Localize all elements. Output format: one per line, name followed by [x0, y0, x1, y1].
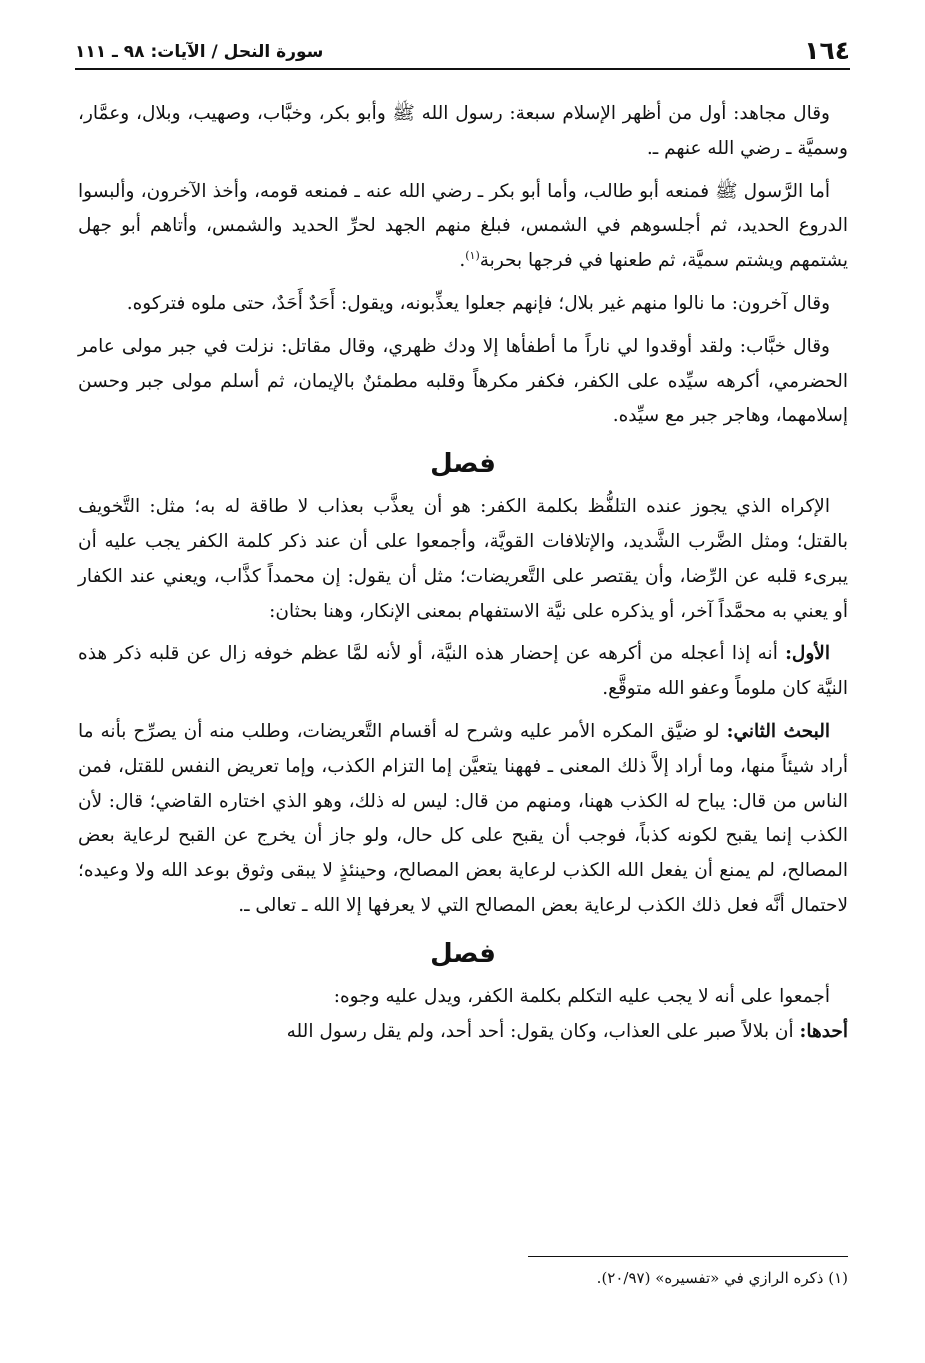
section-heading: فصل: [430, 938, 496, 969]
paragraph: [78, 715, 848, 924]
paragraph-text: وقال خبَّاب: ولقد أوقدوا لي ناراً ما أطفأها إلا ودك ظهري، وقال مقاتل: نزلت في جبر مولى عامر الحضرمي، أكرهه سيِّده على الكفر، فكفر مكرهاً وقلبه مطمئنٌ بالإيمان، ثم أسلم مولى جبر وحسن إسلامهما، وهاجر جبر مع سيِّده.: [78, 335, 848, 427]
page-number: ١٦٤: [804, 36, 850, 65]
paragraph-text: لو ضيَّق المكره الأمر عليه وشرح له أقسام التَّعريضات، وطلب منه أن يصرِّح بأنه ما أراد شيئاً منها، وما أراد إلاَّ ذلك المعنى ـ فههنا يتعيَّن إما التزام الكذب، وإما تعريض النفس للقتل، فمن الناس من قال: يباح له الكذب ههنا، ومنهم من قال: ليس له ذلك، وهو الذي اختاره القاضي؛ قال: لأن الكذب إنما يقبح لكونه كذباً، فوجب أن يقبح على كل حال، ولو جاز أن يخرج عن القبح لرعاية بعض المصالح، لم يمنع أن يفعل الله الكذب لرعاية بعض المصالح، وحينئذٍ لا يبقى وثوق بوعد الله ولا وعيده؛ لاحتمال أنَّه فعل ذلك الكذب لرعاية بعض المصالح التي لا يعرفها إلا الله ـ تعالى ـ.: [78, 720, 848, 916]
header-rule: [75, 68, 850, 70]
page-header: [75, 32, 850, 66]
paragraph: [78, 980, 848, 1015]
footnote-rule: [528, 1256, 848, 1257]
footnote-marker[interactable]: (١): [465, 249, 480, 263]
paragraph: [78, 330, 848, 434]
running-title: سورة النحل / الآيات: ٩٨ ـ ١١١: [75, 42, 324, 62]
paragraph-text: أن بلالاً صبر على العذاب، وكان يقول: أحد أحد، ولم يقل رسول الله: [286, 1020, 794, 1042]
paragraph-lead: أحدها:: [799, 1020, 848, 1042]
paragraph: [78, 490, 848, 629]
paragraph: [78, 637, 848, 707]
main-text: [78, 97, 848, 1057]
paragraph-lead: البحث الثاني:: [726, 720, 830, 742]
paragraph-text: أنه إذا أعجله من أكرهه عن إحضار هذه النيَّة، أو لأنه لمَّا عظم خوفه زال عن قلبه ذكر هذه النيَّة كان ملوماً وعفو الله متوقَّع.: [78, 643, 848, 700]
paragraph-text: وقال آخرون: ما نالوا منهم غير بلال؛ فإنهم جعلوا يعذِّبونه، ويقول: أَحَدٌ أَحَدٌ، حتى ملوه فتركوه.: [126, 292, 830, 314]
paragraph-text: وقال مجاهد: أول من أظهر الإسلام سبعة: رسول الله ﷺ وأبو بكر، وخبَّاب، وصهيب، وبلال، وعمَّار، وسميَّة ـ رضي الله عنهم ـ.: [78, 103, 848, 159]
paragraph: [78, 97, 848, 167]
paragraph-text: أما الرَّسول ﷺ فمنعه أبو طالب، وأما أبو بكر ـ رضي الله عنه ـ فمنعه قومه، وأخذ الآخرون، وألبسوا الدروع الحديد، ثم أجلسوهم في الشمس، فبلغ منهم الجهد لحرِّ الحديد والشمس، وأتاهم أبو جهل يشتمهم ويشتم سميَّة، ثم طعنها في فرجها بحربة: [78, 180, 848, 272]
paragraph: أما الرَّسول ﷺ فمنعه أبو طالب، وأما أبو بكر ـ رضي الله عنه ـ فمنعه قومه، وأخذ الآخرون، وألبسوا الدروع الحديد، ثم أجلسوهم في الشمس، فبلغ منهم الجهد لحرِّ الحديد والشمس، وأتاهم أبو جهل يشتمهم ويشتم سميَّة، ثم طعنها في فرجها بحربة$^{(١)}$.: [78, 180, 848, 272]
paragraph: [78, 1015, 848, 1050]
paragraph-text: الإكراه الذي يجوز عنده التلفُّظ بكلمة الكفر: هو أن يعذَّب بعذاب لا طاقة له به؛ مثل: التَّخويف بالقتل؛ ومثل الضَّرب الشَّديد، والإتلافات القويَّة، وأجمعوا على أن عند ذكر كلمة الكفر يجب عليه أن يبرىء قلبه عن الرِّضا، وأن يقتصر على التَّعريضات؛ مثل أن يقول: إن محمداً كذَّاب، ويعني عند الكفار أو يعني به محمَّداً آخر، أو يذكره على نيَّة الاستفهام بمعنى الإنكار، وهنا بحثان:: [78, 496, 848, 622]
section-heading: فصل: [430, 449, 496, 480]
paragraph: [78, 287, 848, 322]
footnote: (١) ذكره الرازي في «تفسيره» (٢٠/٩٧).: [596, 1269, 848, 1287]
paragraph-lead: الأول:: [785, 643, 830, 665]
paragraph-text: أجمعوا على أنه لا يجب عليه التكلم بكلمة الكفر، ويدل عليه وجوه:: [333, 985, 830, 1007]
